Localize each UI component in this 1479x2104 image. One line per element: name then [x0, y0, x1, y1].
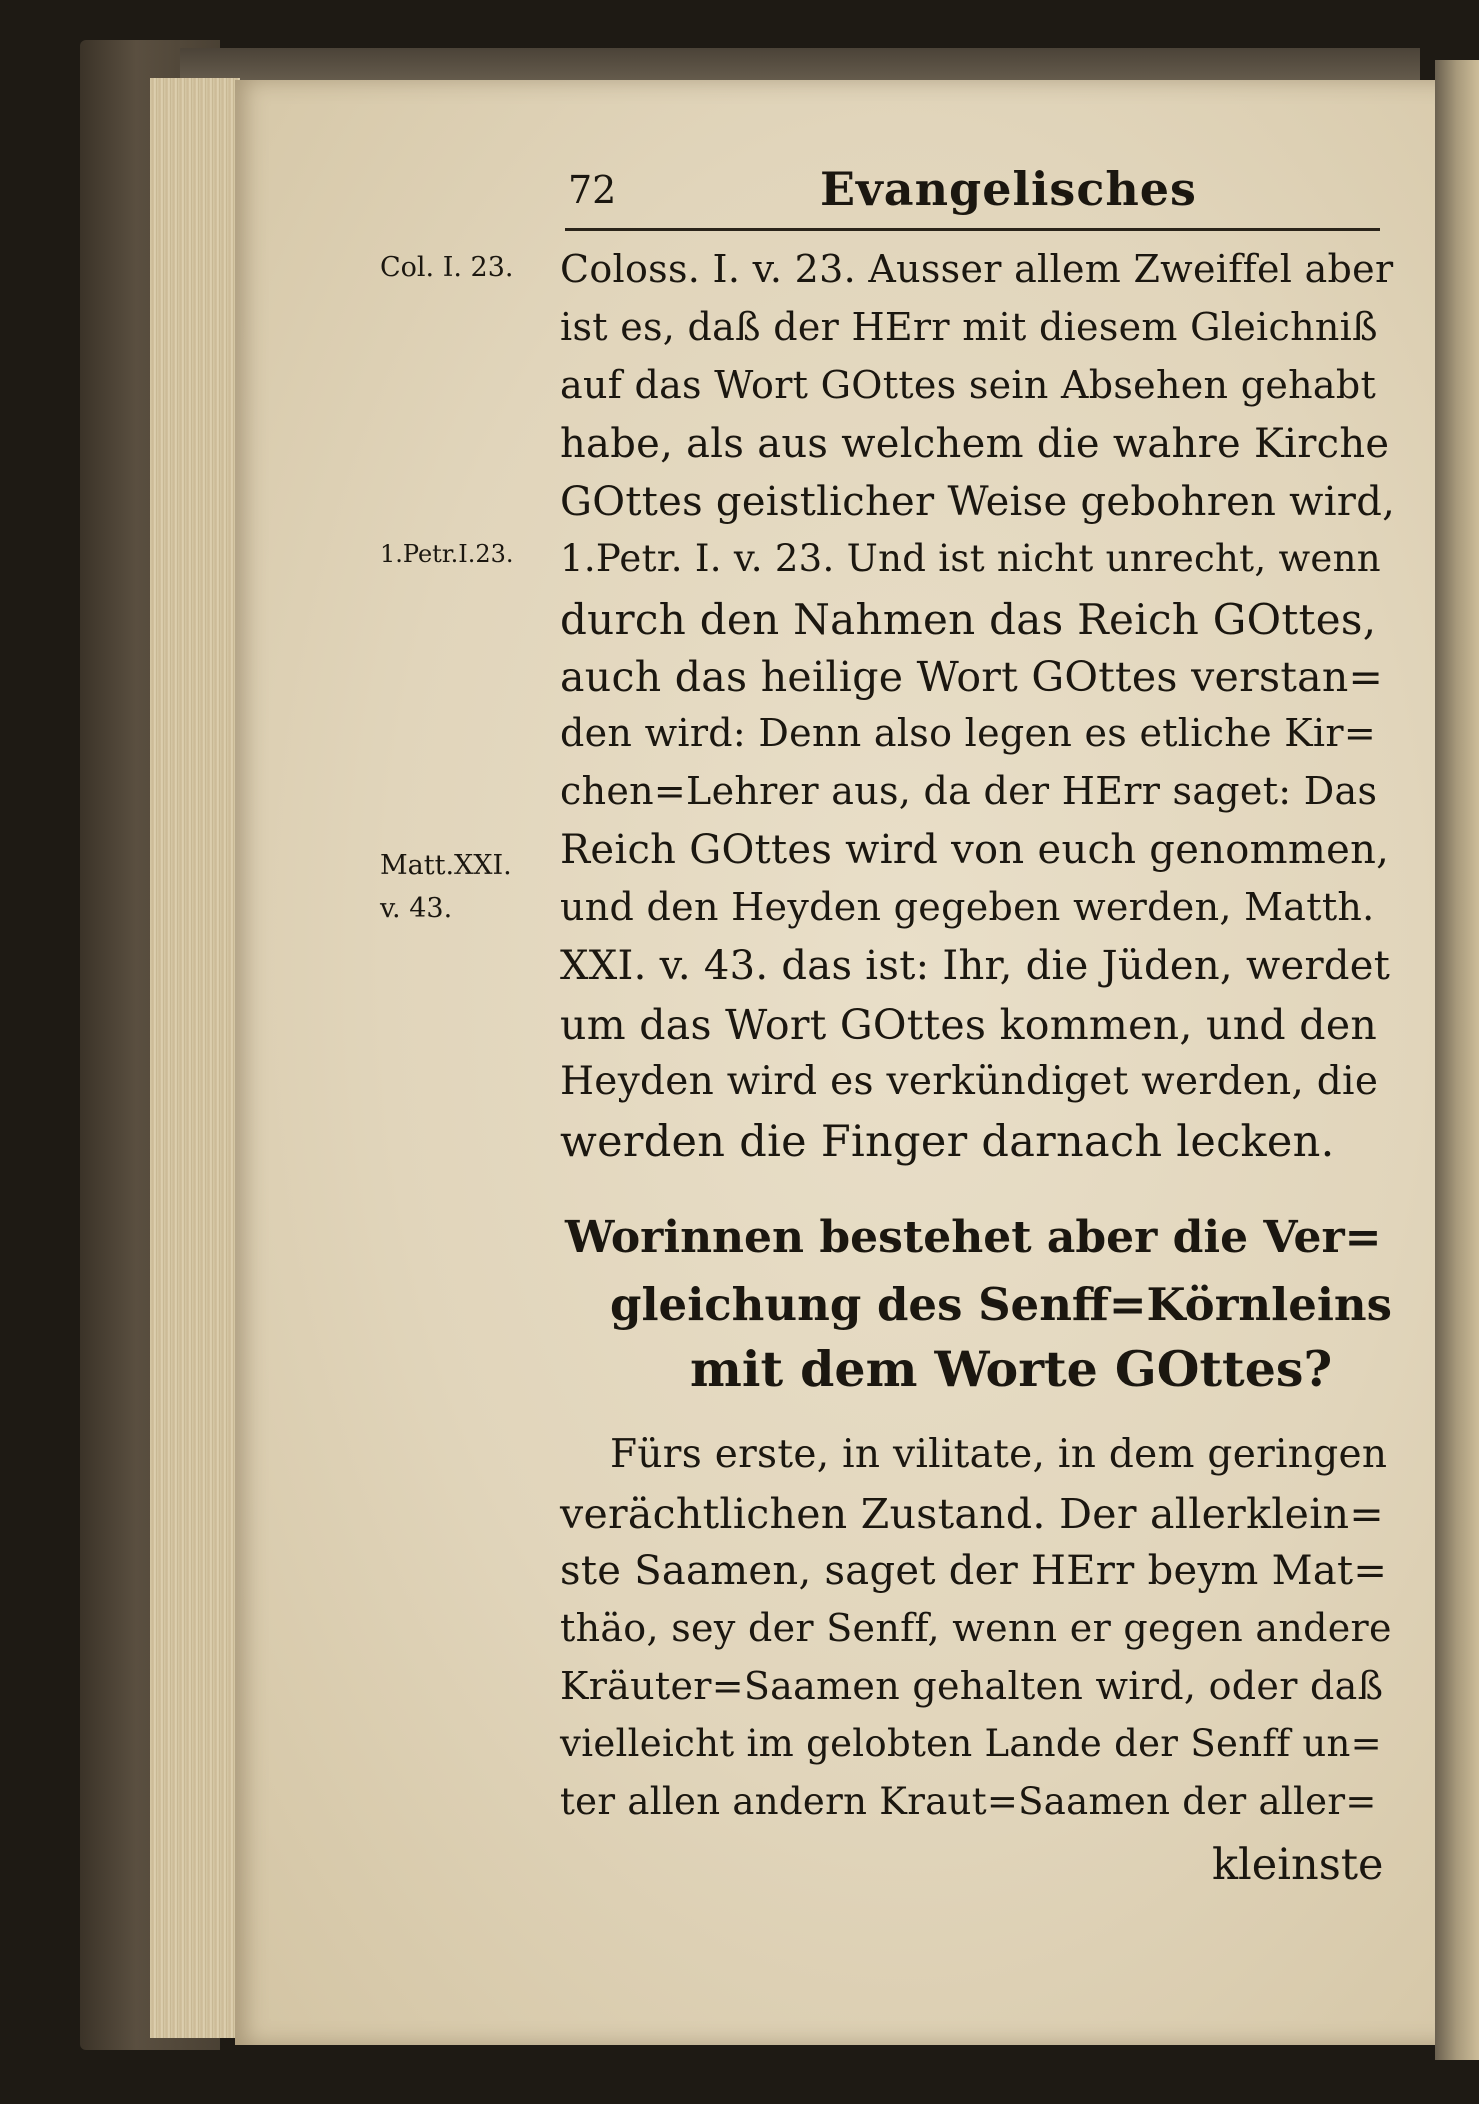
margin-note: Col. I. 23. [380, 252, 514, 283]
text-line: verächtlichen Zustand. Der allerklein= [560, 1490, 1384, 1538]
text-line: Fürs erste, in vilitate, in dem geringen [610, 1432, 1388, 1477]
text-line: durch den Nahmen das Reich GOttes, [560, 595, 1377, 644]
text-line: 1.Petr. I. v. 23. Und ist nicht unrecht, wenn [560, 537, 1381, 580]
text-line: den wird: Denn also legen es etliche Kir= [560, 711, 1376, 755]
text-line: und den Heyden gegeben werden, Matth. [560, 885, 1375, 929]
catchword: kleinste [1212, 1840, 1384, 1890]
text-line: GOttes geistlicher Weise gebohren wird, [560, 479, 1396, 525]
text-line: chen=Lehrer aus, da der HErr saget: Das [560, 769, 1378, 813]
section-heading-line: mit dem Worte GOttes? [690, 1340, 1333, 1398]
text-line: thäo, sey der Senff, wenn er gegen andere [560, 1606, 1392, 1650]
section-heading-line: Worinnen bestehet aber die Ver= [565, 1212, 1382, 1263]
page-edges [150, 78, 240, 2038]
text-line: auch das heilige Wort GOttes verstan= [560, 653, 1384, 701]
text-line: Reich GOttes wird von euch genommen, [560, 827, 1390, 873]
text-line: Coloss. I. v. 23. Ausser allem Zweiffel aber [560, 247, 1394, 291]
text-line: werden die Finger darnach lecken. [560, 1117, 1335, 1167]
header-rule [565, 228, 1380, 231]
text-line: ste Saamen, saget der HErr beym Mat= [560, 1548, 1388, 1594]
text-line: ter allen andern Kraut=Saamen der aller= [560, 1780, 1377, 1823]
margin-note: 1.Petr.I.23. [380, 540, 514, 568]
text-line: XXI. v. 43. das ist: Ihr, die Jüden, werdet [560, 943, 1391, 989]
page-number: 72 [568, 168, 617, 212]
text-line: Heyden wird es verkündiget werden, die [560, 1059, 1379, 1104]
gutter [1435, 60, 1479, 2060]
margin-note: Matt.XXI. [380, 850, 512, 881]
section-heading-line: gleichung des Senff=Körnleins [610, 1278, 1392, 1331]
text-line: vielleicht im gelobten Lande der Senff un= [560, 1722, 1382, 1765]
running-title: Evangelisches [820, 162, 1197, 216]
text-line: habe, als aus welchem die wahre Kirche [560, 421, 1390, 467]
text-line: Kräuter=Saamen gehalten wird, oder daß [560, 1664, 1384, 1708]
text-line: um das Wort GOttes kommen, und den [560, 1001, 1378, 1049]
text-line: ist es, daß der HErr mit diesem Gleichniß [560, 305, 1378, 349]
margin-note: v. 43. [380, 893, 453, 924]
text-line: auf das Wort GOttes sein Absehen gehabt [560, 363, 1377, 407]
